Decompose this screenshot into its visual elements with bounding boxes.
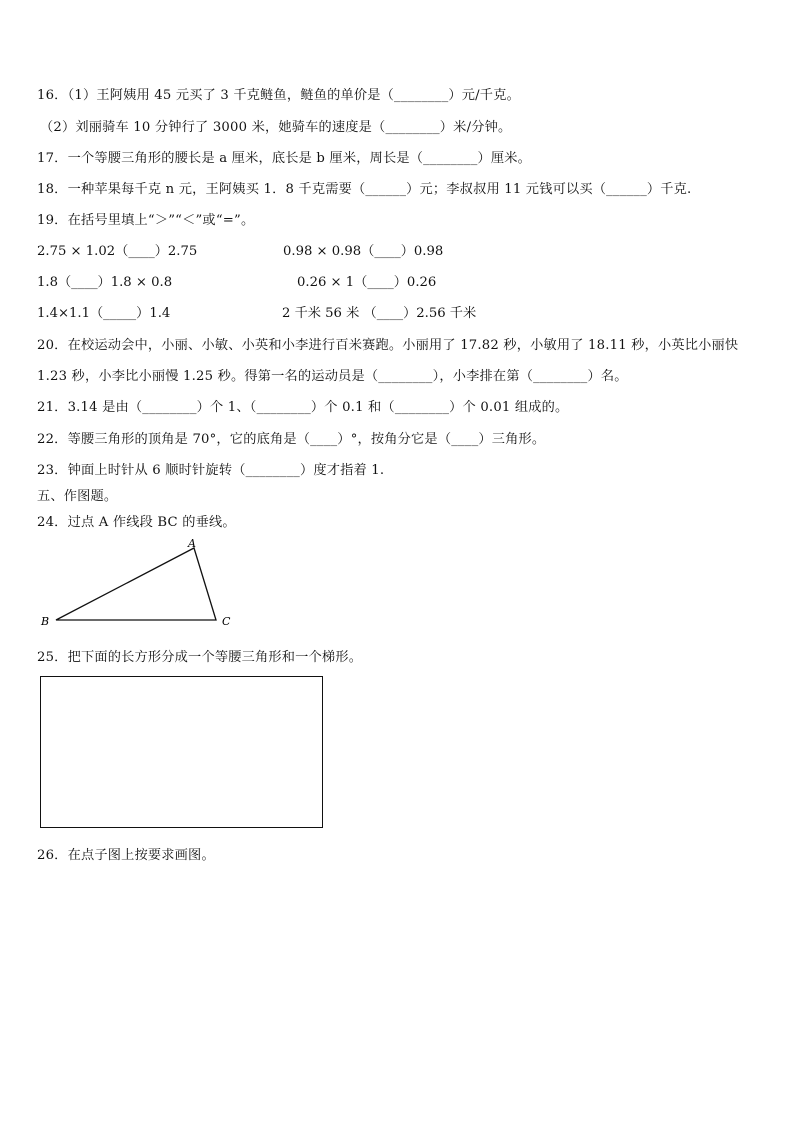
question-18: 18．一种苹果每千克 n 元，王阿姨买 1．8 千克需要（______）元；李叔叔用 11 元钱可以买（______）千克.: [37, 182, 692, 197]
compare-item-3: 1.8（____）1.8 × 0.8: [37, 275, 173, 290]
question-26: 26．在点子图上按要求画图。: [37, 848, 215, 863]
compare-item-1: 2.75 × 1.02（____）2.75: [37, 244, 198, 259]
triangle-abc-figure: [36, 534, 246, 632]
vertex-label-c: C: [222, 615, 231, 628]
section-5-heading: 五、作图题。: [37, 489, 118, 504]
question-17: 17．一个等腰三角形的腰长是 a 厘米，底长是 b 厘米，周长是（________）厘米。: [37, 151, 532, 166]
rectangle-figure: [40, 676, 323, 828]
compare-item-5: 1.4×1.1（_____）1.4: [37, 306, 171, 321]
question-16-part-2: （2）刘丽骑车 10 分钟行了 3000 米，她骑车的速度是（________）米/分钟。: [40, 120, 512, 135]
compare-item-6: 2 千米 56 米 （____）2.56 千米: [282, 306, 477, 321]
question-16-part-1: 16．（1）王阿姨用 45 元买了 3 千克鲢鱼，鲢鱼的单价是（________）元/千克。: [37, 88, 520, 103]
question-21: 21．3.14 是由（________）个 1、（________）个 0.1 和（________）个 0.01 组成的。: [37, 400, 569, 415]
vertex-label-b: B: [41, 615, 50, 628]
question-23: 23．钟面上时针从 6 顺时针旋转（________）度才指着 1.: [37, 463, 385, 478]
question-20-line-1: 20．在校运动会中，小丽、小敏、小英和小李进行百米赛跑。小丽用了 17.82 秒，小敏用了 18.11 秒，小英比小丽快: [37, 338, 739, 353]
question-20-line-2: 1.23 秒，小李比小丽慢 1.25 秒。得第一名的运动员是（________），小李排在第（________）名。: [37, 369, 628, 384]
question-22: 22．等腰三角形的顶角是 70°，它的底角是（____）°，按角分它是（____）三角形。: [37, 432, 546, 447]
compare-item-4: 0.26 × 1（____）0.26: [297, 275, 437, 290]
question-19: 19．在括号里填上“＞”“＜”或“=”。: [37, 213, 255, 228]
compare-item-2: 0.98 × 0.98（____）0.98: [283, 244, 444, 259]
question-25: 25．把下面的长方形分成一个等腰三角形和一个梯形。: [37, 650, 363, 665]
question-24: 24．过点 A 作线段 BC 的垂线。: [37, 515, 236, 530]
vertex-label-a: A: [188, 537, 196, 550]
